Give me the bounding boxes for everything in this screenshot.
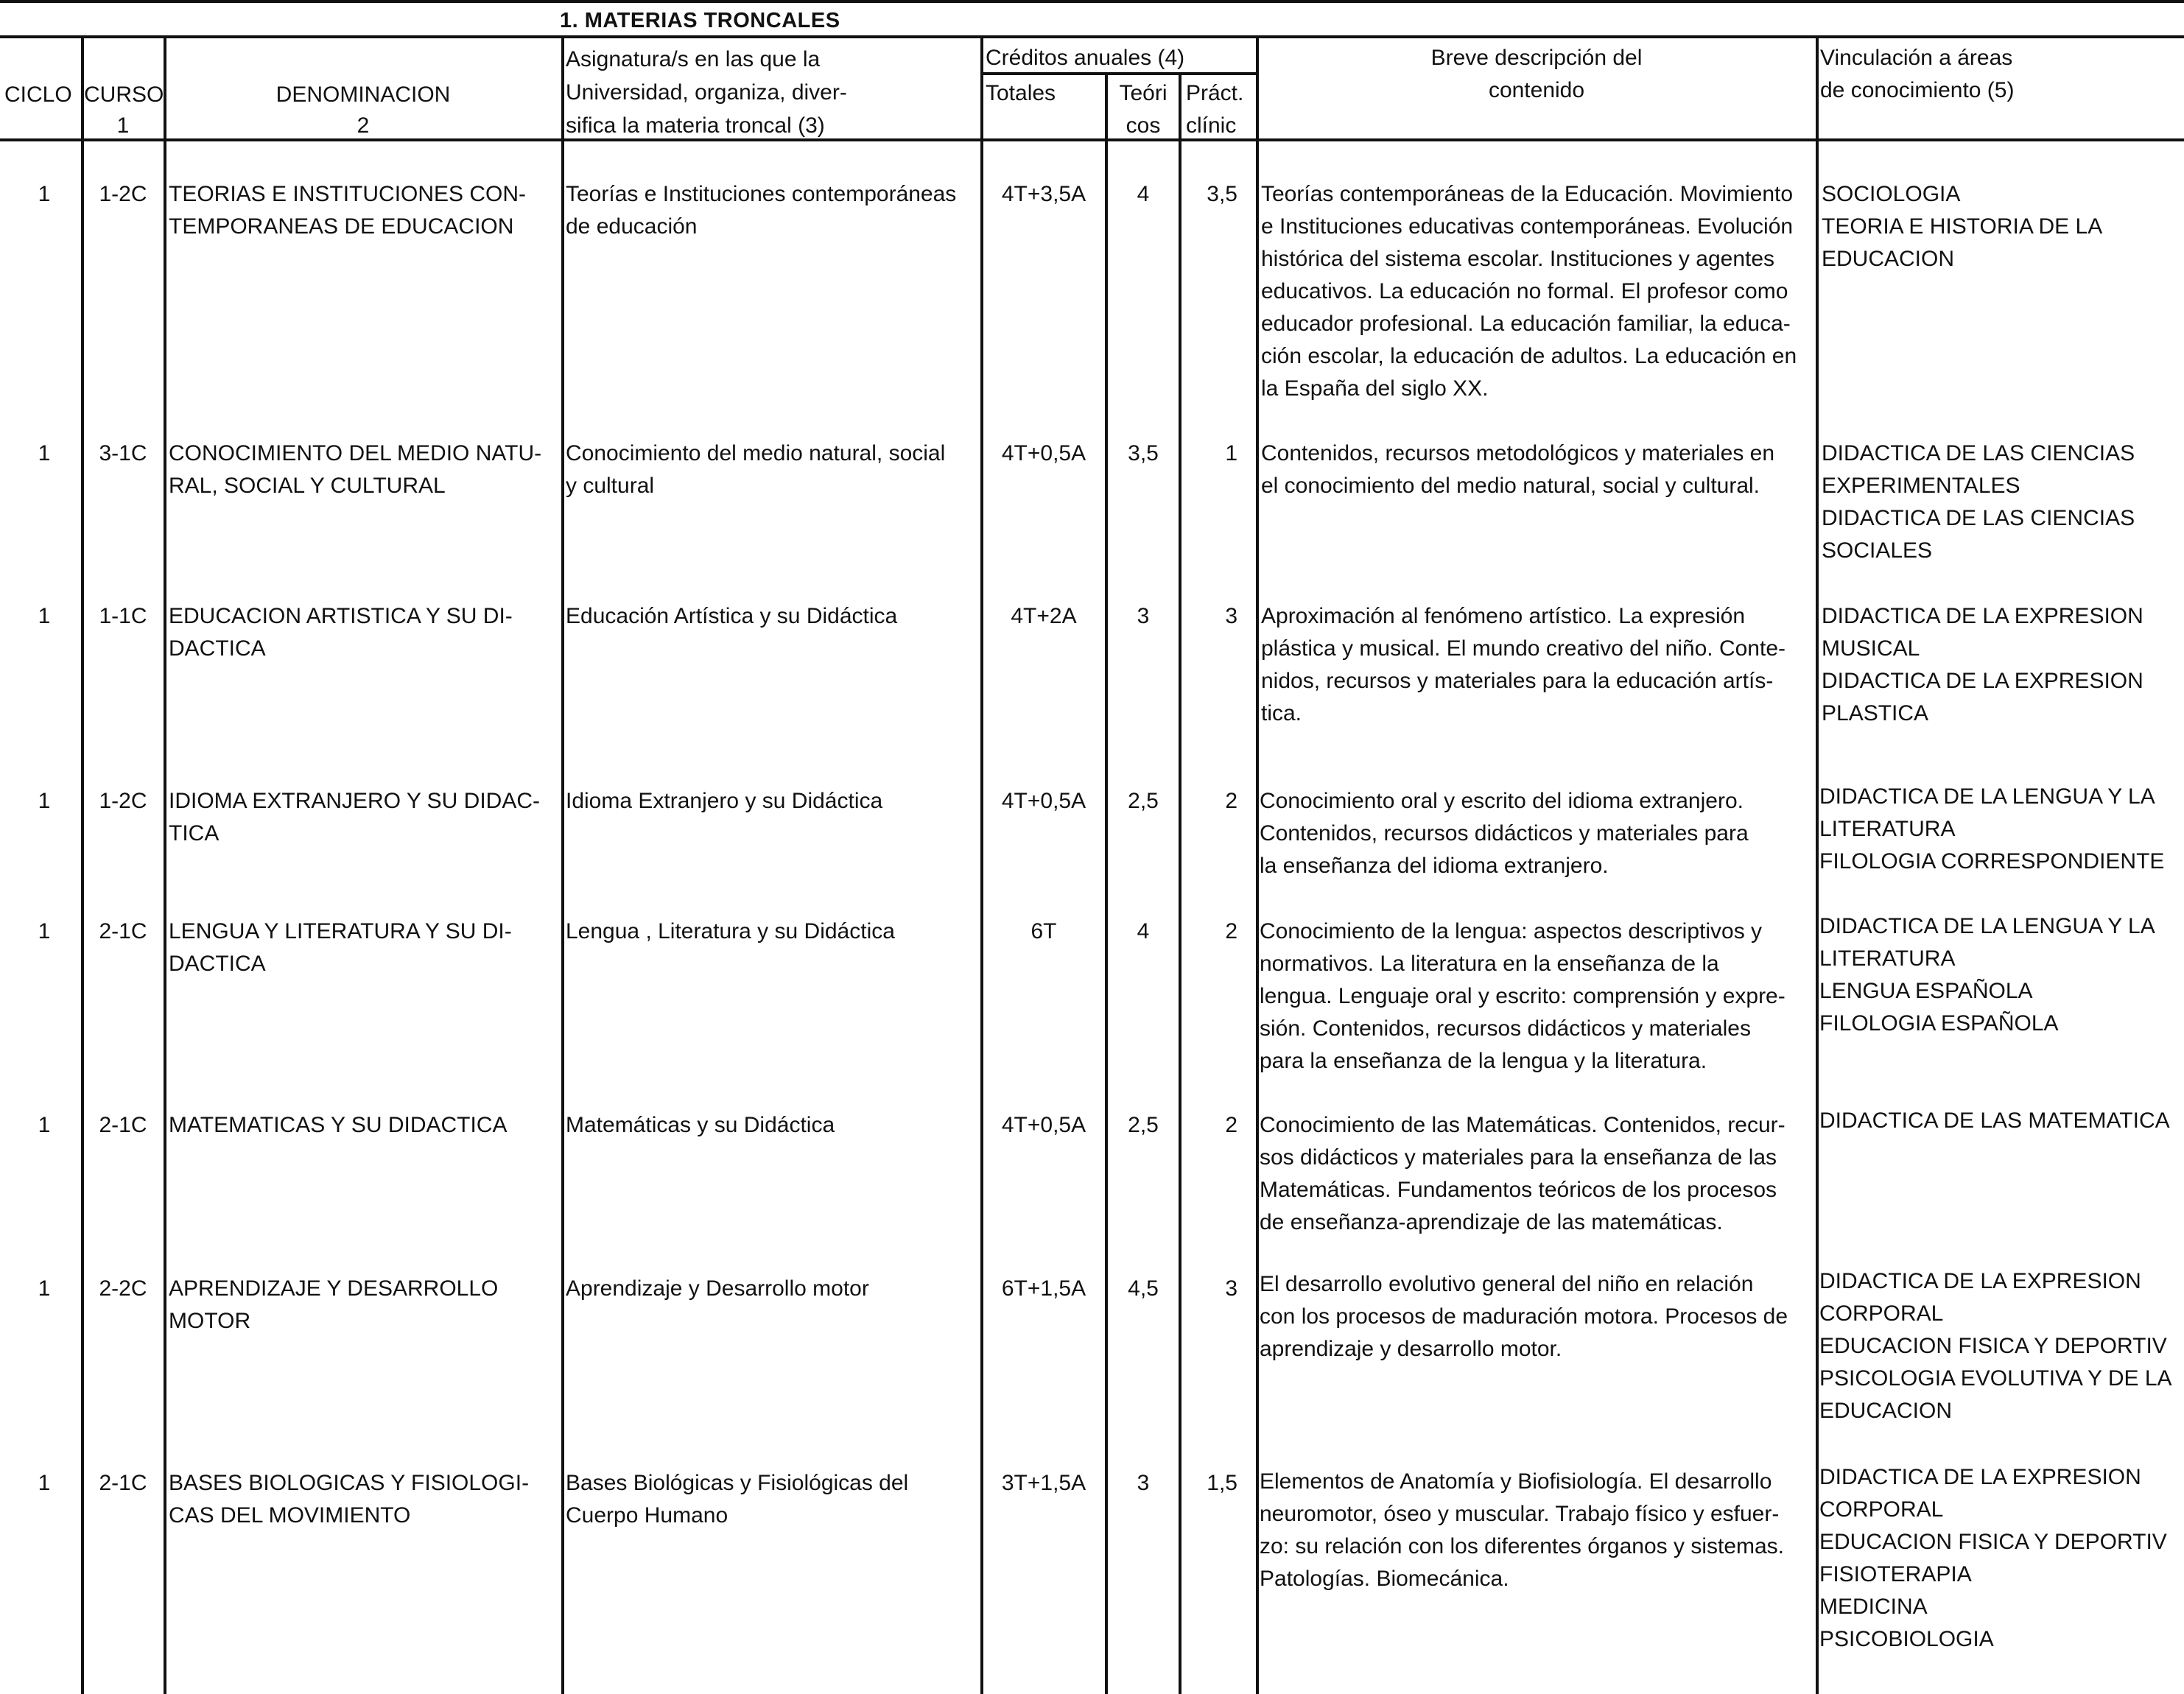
header-vinculacion-2: de conocimiento (5) bbox=[1820, 78, 2015, 102]
row-3-ciclo: 1 bbox=[38, 604, 51, 628]
header-asignatura-2: Universidad, organiza, diver- bbox=[566, 80, 847, 105]
row-2-asignatura: Conocimiento del medio natural, social y cultural bbox=[566, 441, 946, 498]
header-breve-2: contenido bbox=[1488, 78, 1585, 102]
header-teoricos-1: Teóri bbox=[1119, 81, 1168, 105]
row-1-areas: SOCIOLOGIA TEORIA E HISTORIA DE LA EDUCACION bbox=[1822, 182, 2103, 271]
header-curso-num: 1 bbox=[116, 113, 130, 138]
row-5-areas: DIDACTICA DE LA LENGUA Y LA LITERATURA LENGUA ESPAÑOLA FILOLOGIA ESPAÑOLA bbox=[1819, 914, 2155, 1036]
row-2-ciclo: 1 bbox=[38, 441, 51, 465]
rule-col-2 bbox=[164, 35, 166, 1694]
rule-col-6 bbox=[1179, 72, 1181, 1694]
row-7-ciclo: 1 bbox=[38, 1276, 51, 1301]
row-4-areas: DIDACTICA DE LA LENGUA Y LA LITERATURA FILOLOGIA CORRESPONDIENTE bbox=[1819, 784, 2165, 874]
row-6-areas: DIDACTICA DE LAS MATEMATICA bbox=[1819, 1108, 2170, 1133]
row-4-teoricos: 2,5 bbox=[1128, 789, 1159, 813]
section-title: 1. MATERIAS TRONCALES bbox=[560, 9, 840, 32]
rule-col-5 bbox=[1105, 72, 1108, 1694]
row-2-curso: 3-1C bbox=[99, 441, 147, 465]
row-5-curso: 2-1C bbox=[99, 919, 147, 943]
row-4-practicos: 2 bbox=[1225, 789, 1237, 813]
row-3-denominacion: EDUCACION ARTISTICA Y SU DI- DACTICA bbox=[169, 604, 513, 661]
row-6-practicos: 2 bbox=[1225, 1113, 1237, 1137]
header-curso: CURSO bbox=[84, 82, 164, 107]
rule-col-1 bbox=[81, 35, 84, 1694]
row-5-descripcion: Conocimiento de la lengua: aspectos descriptivos y normativos. La literatura en la enseñanza de la lengua. Lenguaje oral y escrito: comprensión y expre- sión. Contenidos, recursos didácticos y materiales para la enseñanza de la lengua y la literatura. bbox=[1260, 919, 1786, 1073]
row-4-curso: 1-2C bbox=[99, 789, 147, 813]
row-6-denominacion: MATEMATICAS Y SU DIDACTICA bbox=[169, 1113, 508, 1137]
row-6-descripcion: Conocimiento de las Matemáticas. Contenidos, recur- sos didácticos y materiales para la enseñanza de las Matemáticas. Fundamentos teóricos de los procesos de enseñanza-aprendizaje de las matemáticas. bbox=[1260, 1113, 1786, 1234]
row-3-curso: 1-1C bbox=[99, 604, 147, 628]
row-2-areas: DIDACTICA DE LAS CIENCIAS EXPERIMENTALES DIDACTICA DE LAS CIENCIAS SOCIALES bbox=[1822, 441, 2135, 563]
row-5-asignatura: Lengua , Literatura y su Didáctica bbox=[566, 919, 895, 943]
row-2-denominacion: CONOCIMIENTO DEL MEDIO NATU- RAL, SOCIAL Y CULTURAL bbox=[169, 441, 542, 498]
row-6-curso: 2-1C bbox=[99, 1113, 147, 1137]
row-3-areas: DIDACTICA DE LA EXPRESION MUSICAL DIDACTICA DE LA EXPRESION PLASTICA bbox=[1822, 604, 2143, 725]
header-practicos-2: clínic bbox=[1186, 113, 1237, 138]
row-8-ciclo: 1 bbox=[38, 1471, 51, 1495]
row-5-practicos: 2 bbox=[1225, 919, 1237, 943]
row-6-teoricos: 2,5 bbox=[1128, 1113, 1159, 1137]
row-8-areas: DIDACTICA DE LA EXPRESION CORPORAL EDUCACION FISICA Y DEPORTIV FISIOTERAPIA MEDICINA PSICOBIOLOGIA bbox=[1819, 1465, 2167, 1651]
row-3-practicos: 3 bbox=[1225, 604, 1237, 628]
row-8-totales: 3T+1,5A bbox=[1001, 1471, 1086, 1495]
row-5-denominacion: LENGUA Y LITERATURA Y SU DI- DACTICA bbox=[169, 919, 512, 976]
header-denominacion: DENOMINACION bbox=[275, 82, 451, 107]
row-1-asignatura: Teorías e Instituciones contemporáneas de educación bbox=[566, 182, 957, 239]
row-7-curso: 2-2C bbox=[99, 1276, 147, 1301]
row-4-totales: 4T+0,5A bbox=[1001, 789, 1086, 813]
row-1-totales: 4T+3,5A bbox=[1001, 182, 1086, 206]
rule-col-3 bbox=[561, 35, 564, 1694]
row-8-asignatura: Bases Biológicas y Fisiológicas del Cuerpo Humano bbox=[566, 1471, 909, 1528]
header-asignatura-3: sifica la materia troncal (3) bbox=[566, 113, 825, 138]
row-3-totales: 4T+2A bbox=[1011, 604, 1077, 628]
rule-col-7 bbox=[1256, 35, 1259, 1694]
row-1-denominacion: TEORIAS E INSTITUCIONES CON- TEMPORANEAS DE EDUCACION bbox=[169, 182, 527, 239]
rule-under-title bbox=[0, 35, 2184, 38]
row-4-descripcion: Conocimiento oral y escrito del idioma extranjero. Contenidos, recursos didácticos y materiales para la enseñanza del idioma extranjero. bbox=[1260, 789, 1749, 878]
header-practicos-1: Práct. bbox=[1186, 81, 1244, 105]
header-breve-1: Breve descripción del bbox=[1430, 46, 1643, 70]
row-7-asignatura: Aprendizaje y Desarrollo motor bbox=[566, 1276, 869, 1301]
row-6-ciclo: 1 bbox=[38, 1113, 51, 1137]
row-5-teoricos: 4 bbox=[1137, 919, 1150, 943]
row-1-ciclo: 1 bbox=[38, 182, 51, 206]
header-totales: Totales bbox=[986, 81, 1056, 105]
row-8-teoricos: 3 bbox=[1137, 1471, 1150, 1495]
header-ciclo: CICLO bbox=[4, 82, 72, 107]
row-2-totales: 4T+0,5A bbox=[1001, 441, 1086, 465]
row-4-ciclo: 1 bbox=[38, 789, 51, 813]
row-2-practicos: 1 bbox=[1225, 441, 1237, 465]
row-8-denominacion: BASES BIOLOGICAS Y FISIOLOGI- CAS DEL MOVIMIENTO bbox=[169, 1471, 530, 1528]
rule-col-4 bbox=[980, 35, 983, 1694]
header-creditos: Créditos anuales (4) bbox=[986, 46, 1185, 70]
row-7-denominacion: APRENDIZAJE Y DESARROLLO MOTOR bbox=[169, 1276, 499, 1333]
header-teoricos-2: cos bbox=[1126, 113, 1161, 138]
row-5-ciclo: 1 bbox=[38, 919, 51, 943]
row-1-curso: 1-2C bbox=[99, 182, 147, 206]
rule-col-8 bbox=[1816, 35, 1819, 1694]
row-1-descripcion: Teorías contemporáneas de la Educación. Movimiento e Instituciones educativas contemporáneas. Evolución histórica del sistema escolar. Instituciones y agentes educativos. La educación no formal. El profesor como educador profesional. La educación familiar, la educa- ción escolar, la educación de adultos. La educación en la España del siglo XX. bbox=[1261, 182, 1797, 401]
row-3-teoricos: 3 bbox=[1137, 604, 1150, 628]
row-7-areas: DIDACTICA DE LA EXPRESION CORPORAL EDUCACION FISICA Y DEPORTIV PSICOLOGIA EVOLUTIVA Y DE LA EDUCACION bbox=[1819, 1269, 2172, 1423]
row-2-teoricos: 3,5 bbox=[1128, 441, 1159, 465]
row-6-asignatura: Matemáticas y su Didáctica bbox=[566, 1113, 835, 1137]
row-8-practicos: 1,5 bbox=[1207, 1471, 1237, 1495]
row-7-descripcion: El desarrollo evolutivo general del niño en relación con los procesos de maduración motora. Procesos de aprendizaje y desarrollo motor. bbox=[1260, 1272, 1788, 1361]
header-asignatura-1: Asignatura/s en las que la bbox=[566, 47, 821, 71]
header-denominacion-num: 2 bbox=[357, 113, 370, 138]
row-3-descripcion: Aproximación al fenómeno artístico. La expresión plástica y musical. El mundo creativo del niño. Conte- nidos, recursos y materiales para la educación artís- tica. bbox=[1261, 604, 1786, 725]
row-8-curso: 2-1C bbox=[99, 1471, 147, 1495]
row-7-teoricos: 4,5 bbox=[1128, 1276, 1159, 1301]
row-7-practicos: 3 bbox=[1225, 1276, 1237, 1301]
header-vinculacion-1: Vinculación a áreas bbox=[1820, 46, 2013, 70]
row-6-totales: 4T+0,5A bbox=[1001, 1113, 1086, 1137]
row-8-descripcion: Elementos de Anatomía y Biofisiología. El desarrollo neuromotor, óseo y muscular. Trabajo físico y esfuer- zo: su relación con los diferentes órganos y sistemas. Patologías. Biomecánica. bbox=[1260, 1469, 1785, 1591]
row-2-descripcion: Contenidos, recursos metodológicos y materiales en el conocimiento del medio natural, social y cultural. bbox=[1261, 441, 1775, 498]
rule-top bbox=[0, 0, 2184, 3]
row-4-denominacion: IDIOMA EXTRANJERO Y SU DIDAC- TICA bbox=[169, 789, 540, 846]
row-1-practicos: 3,5 bbox=[1207, 182, 1237, 206]
row-5-totales: 6T bbox=[1030, 919, 1057, 943]
row-1-teoricos: 4 bbox=[1137, 182, 1150, 206]
row-7-totales: 6T+1,5A bbox=[1001, 1276, 1086, 1301]
row-4-asignatura: Idioma Extranjero y su Didáctica bbox=[566, 789, 883, 813]
row-3-asignatura: Educación Artística y su Didáctica bbox=[566, 604, 898, 628]
